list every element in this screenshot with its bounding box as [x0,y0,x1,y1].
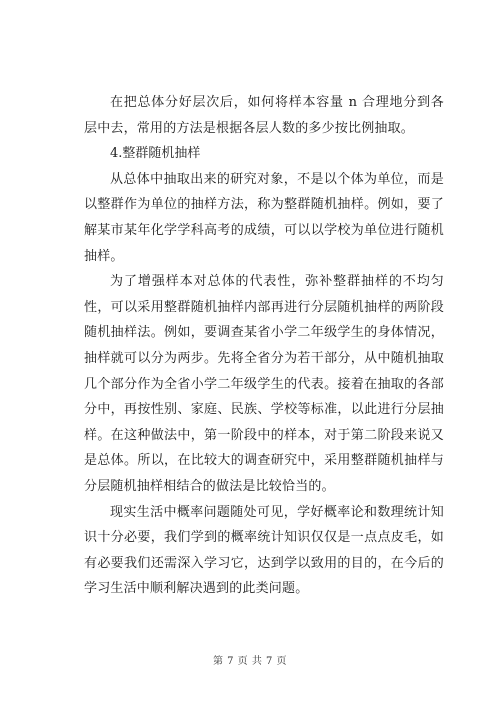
paragraph-cluster-definition: 从总体中抽取出来的研究对象，不是以个体为单位，而是以整群作为单位的抽样方法，称为整群随机抽样。例如，要了解某市某年化学学科高考的成绩，可以以学校为单位进行随机抽样。 [84,171,444,264]
paragraph-two-stage-sampling: 为了增强样本对总体的代表性，弥补整群抽样的不均匀性，可以采用整群随机抽样内部再进行分层随机抽样的两阶段随机抽样法。例如，要调查某省小学二年级学生的身体情况，抽样就可以分为两步。先将全省分为若干部分，从中随机抽取几个部分作为全省小学二年级学生的代表。接着在抽取的各部分中，再按性别、家庭、民族、学校等标准，以此进行分层抽样。在这种做法中，第一阶段中的样本，对于第二阶段来说又是总体。所以，在比较大的调查研究中，采用整群随机抽样与分层随机抽样相结合的做法是比较恰当的。 [84,274,444,494]
paragraph-stratified-allocation: 在把总体分好层次后，如何将样本容量 n 合理地分到各层中去，常用的方法是根据各层人数的多少按比例抽取。 [84,95,444,136]
page-number-footer: 第 7 页 共 7 页 [212,656,288,667]
document-body [84,90,444,602]
paragraph-conclusion: 现实生活中概率问题随处可见，学好概率论和数理统计知识十分必要，我们学到的概率统计知识仅仅是一点点皮毛，如有必要我们还需深入学习它，达到学以致用的目的，在今后的学习生活中顺利解决遇到的此类问题。 [84,504,444,597]
section-heading-cluster-sampling: 4.整群随机抽样 [110,146,201,162]
